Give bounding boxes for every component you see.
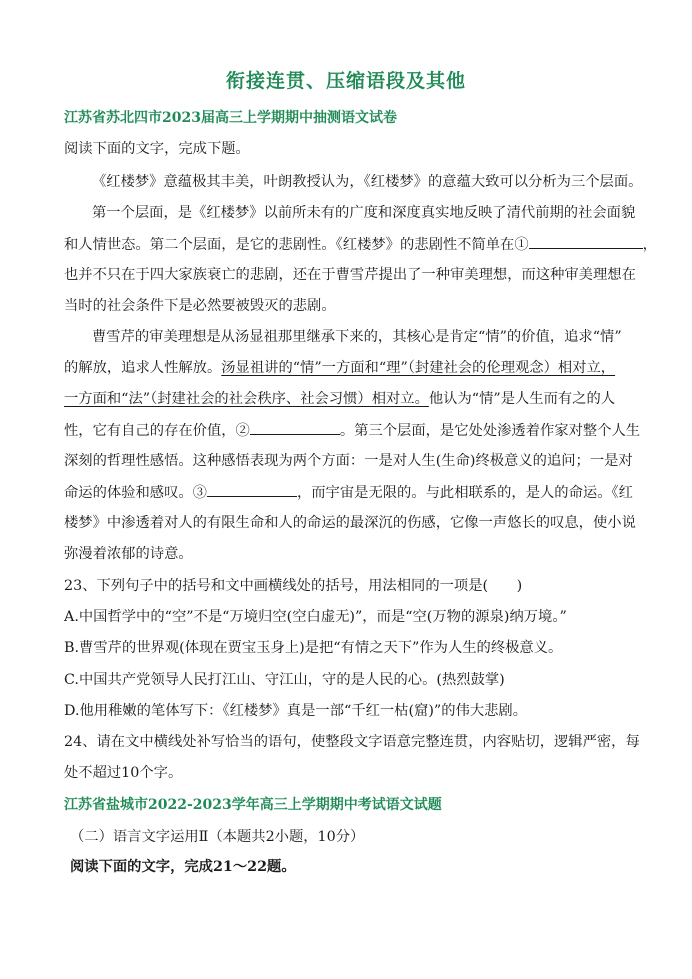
blank-3[interactable] <box>207 482 297 497</box>
section-heading-2: （二）语言文字运用Ⅱ（本题共2小题，10分） <box>70 829 365 845</box>
passage-p2-line3: 也并不只在于四大家族衰亡的悲剧，还在于曹雪芹提出了一种审美理想，而这种审美理想在 <box>64 267 636 283</box>
passage-p1: 《红楼梦》意蕴极其丰美，叶朗教授认为，《红楼梦》的意蕴大致可以分析为三个层面。 <box>92 174 643 190</box>
passage-p2-line4: 当时的社会条件下是必然要被毁灭的悲剧。 <box>64 298 336 314</box>
passage-p3-line3-text: 他认为“情”是人生而有之的人 <box>428 391 616 407</box>
option-b[interactable]: B.曹雪芹的世界观(体现在贾宝玉身上)是把“有情之天下”作为人生的终极意义。 <box>64 640 563 656</box>
passage-p3-line6-text: 命运的体验和感叹。③ <box>64 485 207 501</box>
blank-2[interactable] <box>250 420 340 435</box>
instruction-2: 阅读下面的文字，完成21～22题。 <box>70 859 296 875</box>
option-a[interactable]: A.中国哲学中的“空”不是“万境归空(空白虚无)”，而是“空(万物的源泉)纳万境。” <box>64 609 567 625</box>
passage-p3-line2-text: 的解放，追求人性解放。 <box>64 360 222 376</box>
passage-p3-line4-end: 。第三个层面，是它处处渗透着作家对整个人生 <box>339 423 641 439</box>
underlined-sentence-part2: 一方面和“法”（封建社会的社会秩序、社会习惯）相对立。 <box>64 391 429 407</box>
passage-p3-line7: 楼梦》中渗透着对人的有限生命和人的命运的最深沉的伤感，它像一声悠长的叹息，使小说 <box>64 515 636 531</box>
passage-p3-line3 <box>64 389 630 409</box>
underlined-sentence-part1: 汤显祖讲的“情”一方面和“理”（封建社会的伦理观念）相对立， <box>221 360 616 376</box>
passage-p2-line1: 第一个层面，是《红楼梦》以前所未有的广度和深度真实地反映了清代前期的社会面貌 <box>92 205 636 221</box>
option-c[interactable]: C.中国共产党领导人民打江山、守江山，守的是人民的心。(热烈鼓掌) <box>64 672 505 688</box>
source-heading-2: 江苏省盐城市2022-2023学年高三上学期期中考试语文试题 <box>64 797 442 813</box>
passage-p3-line4 <box>64 420 641 441</box>
passage-p2-line2-text: 和人情世态。第二个层面，是它的悲剧性。《红楼梦》的悲剧性不简单在① <box>64 237 529 253</box>
passage-p2-line2-end: ， <box>642 237 657 253</box>
instruction-1: 阅读下面的文字，完成下题。 <box>64 141 250 157</box>
question-23: 23、下列句子中的括号和文中画横线处的括号，用法相同的一项是( ) <box>64 578 523 594</box>
passage-p2-line2 <box>64 234 657 255</box>
question-24-line2: 处不超过10个字。 <box>64 765 183 781</box>
passage-p3-line6-end: ，而宇宙是无限的。与此相联系的，是人的命运。《红 <box>296 485 633 501</box>
source-heading-1: 江苏省苏北四市2023届高三上学期期中抽测语文试卷 <box>64 110 397 126</box>
page-title: 衔接连贯、压缩语段及其他 <box>225 70 466 92</box>
blank-1[interactable] <box>529 234 643 249</box>
question-24-line1: 24、请在文中横线处补写恰当的语句，使整段文字语意完整连贯，内容贴切，逻辑严密，每 <box>64 734 640 750</box>
passage-p3-line5: 深刻的哲理性感悟。这种感悟表现为两个方面：一是对人生(生命)终极意义的追问；一是对 <box>64 453 633 469</box>
passage-p3-line4-text: 性，它有自己的存在价值，② <box>64 423 250 439</box>
passage-p3-line8: 弥漫着浓郁的诗意。 <box>64 546 193 562</box>
passage-p3-line2 <box>64 358 630 378</box>
option-d[interactable]: D.他用稚嫩的笔体写下：《红楼梦》真是一部“千红一枯(窟)”的伟大悲剧。 <box>64 703 528 719</box>
passage-p3-line1: 曹雪芹的审美理想是从汤显祖那里继承下来的，其核心是肯定“情”的价值，追求“情” <box>92 329 622 345</box>
passage-p3-line6 <box>64 482 633 503</box>
